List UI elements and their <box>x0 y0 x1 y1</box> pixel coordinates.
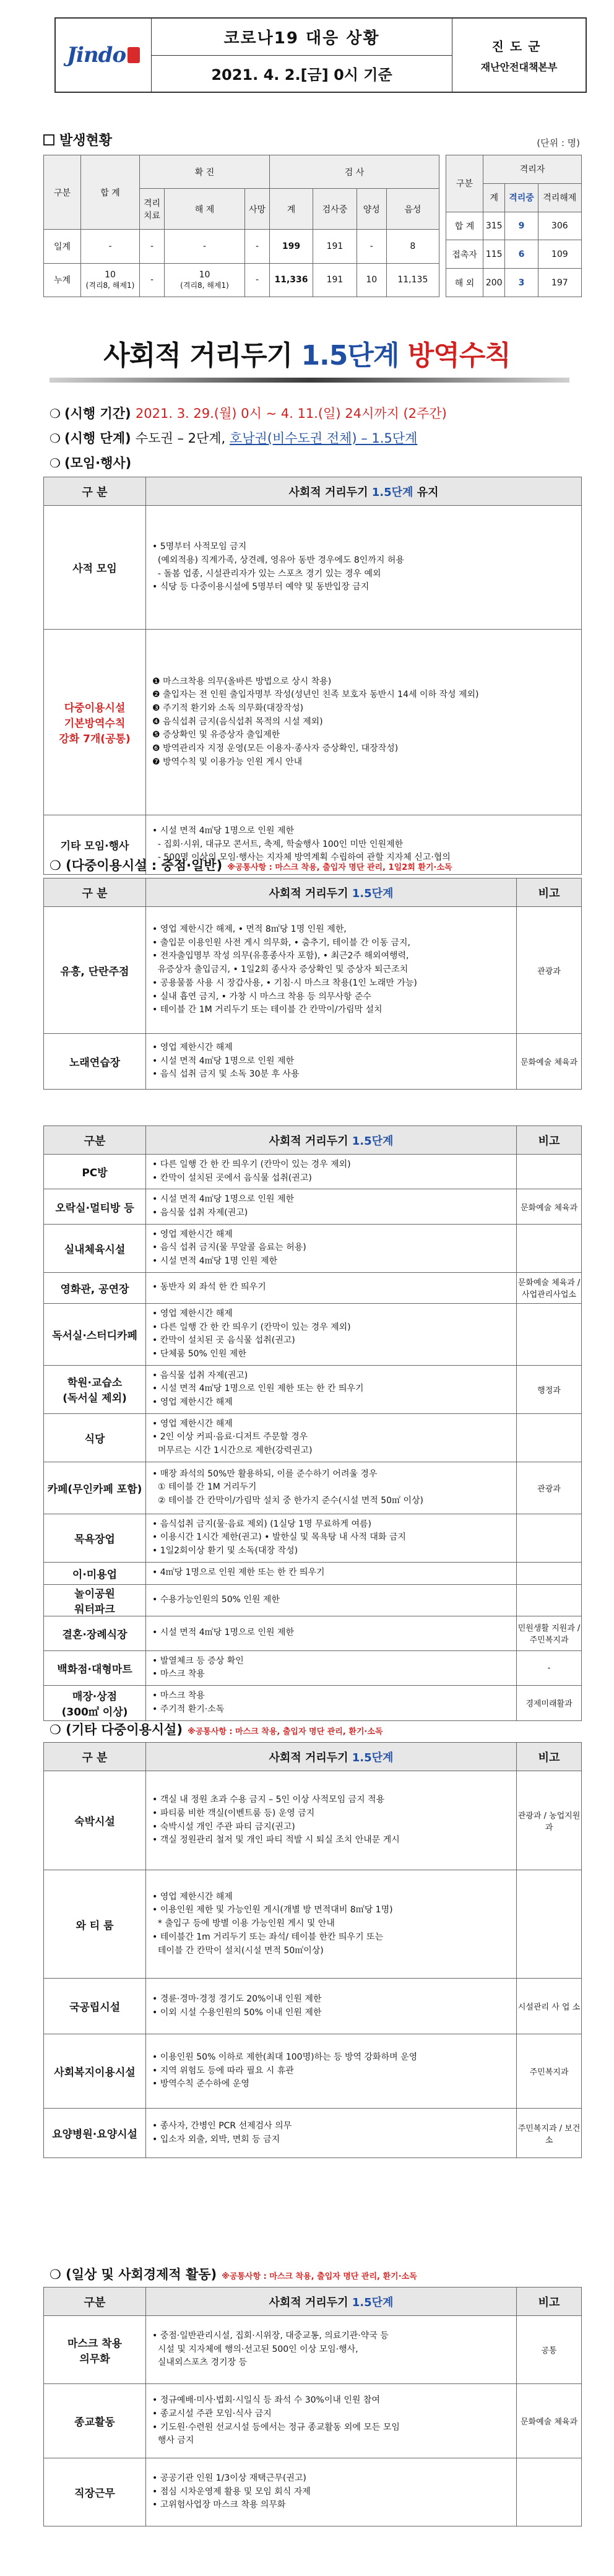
rule-line: • 동반자 외 좌석 한 칸 띄우기 <box>152 1282 266 1293</box>
rule-content <box>146 1272 517 1303</box>
rule-row <box>44 907 582 1034</box>
rule-label: 놀이공원 워터파크 <box>44 1584 146 1616</box>
rule-label: 카페(무인카페 포함) <box>44 1462 146 1514</box>
rule-content <box>146 2316 517 2384</box>
rule-line: ❹ 음식섭취 금지(음식섭취 목적의 시설 제외) <box>152 716 323 727</box>
rule-row <box>44 1303 582 1365</box>
rule-line: (예외적용) 직계가족, 상견례, 영유아 동반 경우에도 8인까지 허용 <box>152 555 404 565</box>
rule-label-text: 다중이용시설 기본방역수칙 강화 7개(공통) <box>59 702 131 745</box>
rule-line: • 입소자 외출, 외박, 면회 등 금지 <box>152 2134 280 2144</box>
rule-remark <box>517 1584 582 1616</box>
rule-label: 노래연습장 <box>44 1034 146 1090</box>
rule-line: ❻ 방역관리자 지정 운영(모든 이용자·종사자 증상확인, 대장작성) <box>152 744 399 754</box>
rule-label: 숙박시설 <box>44 1771 146 1870</box>
rule-content <box>146 2458 517 2526</box>
rule-line: • 실내 흡연 금지, • 가창 시 마스크 착용 등 의무사항 준수 <box>152 991 371 1002</box>
rule-label: 백화점·대형마트 <box>44 1650 146 1685</box>
report-title: 코로나19 대응 상황 <box>152 19 452 56</box>
rule-row <box>44 1771 582 1870</box>
rule-content <box>146 1413 517 1462</box>
rule-remark <box>517 1514 582 1562</box>
rule-content <box>146 1870 517 1979</box>
rule-row <box>44 2316 582 2384</box>
rule-remark: 민원생활 지원과 / 주민복지과 <box>517 1616 582 1650</box>
rule-line: • 숙박시설 개인 주관 파티 금지(권고) <box>152 1821 295 1832</box>
rule-line: • 정규예배·미사·법회·시일식 등 좌석 수 30%이내 인원 참여 <box>152 2395 380 2406</box>
rule-line: • 영업 제한시간 해제 <box>152 1397 233 1407</box>
rule-line: • 다른 일행 간 한 칸 띄우기 (칸막이 있는 경우 제외) <box>152 1322 351 1332</box>
t4-title: ❍ (기타 다중이용시설) ※공통사항 : 마스크 착용, 출입자 명단 관리, 환기·소독 <box>50 1722 383 1737</box>
rule-label: 이·미용업 <box>44 1562 146 1584</box>
rule-line: • 영업 제한시간 해제 <box>152 1042 233 1052</box>
rule-line: • 수용가능인원의 50% 인원 제한 <box>152 1594 280 1605</box>
status-row-daily: 일계 - - - - 199 191 - 8 <box>44 230 439 263</box>
rule-remark: 공통 <box>517 2316 582 2384</box>
rule-content <box>146 1650 517 1685</box>
rule-remark: 주민복지과 / 보건소 <box>517 2109 582 2158</box>
rule-row <box>44 1034 582 1090</box>
rule-line: ❼ 방역수칙 및 이용가능 인원 게시 안내 <box>152 757 303 767</box>
rule-line: • 방역수칙 준수하에 운영 <box>152 2079 249 2089</box>
rule-content <box>146 1303 517 1365</box>
rule-content <box>146 1771 517 1870</box>
rule-content <box>146 1189 517 1224</box>
rule-content <box>146 1224 517 1272</box>
rule-line: • 식당 등 다중이용시설에 5명부터 예약 및 동반입장 금지 <box>152 582 370 592</box>
rule-line: • 출입문 이용인원 사전 게시 의무화, • 춤추기, 테이블 간 이동 금지, <box>152 937 410 948</box>
rule-line: • 공용물품 사용 시 장갑사용, • 기침·시 마스크 착용(1인 노래만 가능) <box>152 978 417 988</box>
rule-line: • 시설 면적 4㎡당 1명으로 인원 제한 또는 한 칸 띄우기 <box>152 1384 364 1394</box>
rule-remark: - <box>517 1650 582 1685</box>
rule-label: 사회복지이용시설 <box>44 2034 146 2109</box>
rule-line: • 객실 내 정원 초과 수용 금지 – 5인 이상 사적모임 금지 적용 <box>152 1795 385 1805</box>
rule-remark <box>517 1870 582 1979</box>
rule-row <box>44 2384 582 2458</box>
rule-line: • 마스크 착용 <box>152 1691 205 1701</box>
rule-label: 식당 <box>44 1413 146 1462</box>
rule-row <box>44 1686 582 1720</box>
rule-label: 사적 모임 <box>44 506 146 630</box>
rule-row <box>44 1413 582 1462</box>
rule-line: - 집회·시위, 대규모 콘서트, 축제, 학술행사 100인 미만 인원제한 <box>152 839 404 849</box>
rule-row <box>44 1616 582 1650</box>
facility-table-b: 구분 사회적 거리두기 1.5단계 비고 PC방 • 다른 일행 간 한 칸 띄우기 (칸막이 있는 경우 제외) • 칸막이 설치된 곳에서 음식물 섭취(권고) 오락실·멀티방 등 • 시설 면적 4㎡당 1명으로 인원 제한 • 음식물 섭취 자제(권고) 문화예술 체육과 실내체육시설 • 영업 제한시간 해제 • 음식 섭취 금지(물 무알콜 음료는 허용) • 시설 면적 4㎡당 1명 인원 제한 영화관, 공연장 • 동반자 외 좌석 한 칸 띄우기 문화예술 체육과 / 사업관리사업소 독서실·스터디카페 • 영업 제한시간 해제 • 다른 일행 간 한 칸 띄우기 (칸막이 있는 경우 제외) • 칸막이 설치된 곳 음식물 섭취(권고) • 단체룸 50% 인원 제한 학원·교습소 (독서실 제외) • 음식물 섭취 자제(권고) • 시설 면적 4㎡당 1명으로 인원 제한 또는 한 칸 띄우기 • 영업 제한시간 해제 행정과 식당 • 영업 제한시간 해제 • 2인 이상 커피·음료·디저트 주문할 경우 머무르는 시간 1시간으로 제한(강력권고) 카페(무인카페 포함) • 매장 좌석의 50%만 활용하되, 이를 준수하기 어려울 경우 ① 테이블 간 1M 거리두기 ② 테이블 간 칸막이/가림막 설치 중 한가지 준수(시설 면적 50㎡ 이상) 관광과 목욕장업 • 음식섭취 금지(물·음료 제외) (1실당 1명 무료하게 여름) • 이용시간 1시간 제한(권고) • 발한실 및 목욕탕 내 사적 대화 금지 • 1일2회이상 환기 및 소독(대장 작성) 이·미용업 • 4㎡당 1명으로 인원 제한 또는 한 칸 띄우기 놀이공원 워터파크 • 수용가능인원의 50% 인원 제한 결혼·장례식장 • 시설 면적 4㎡당 1명으로 인원 제한 민원생활 지원과 / 주민복지과 백화점·대형마트 • 발열체크 등 증상 확인 • 마스크 착용 - 매장·상점 (300㎡ 이상) • 마스크 착용 • 주기적 환기·소독 경제미래활과 <box>43 1125 582 1721</box>
period-line: ❍ (시행 기간) 2021. 3. 29.(월) 0시 ~ 4. 11.(일) 24시까지 (2주간) <box>50 406 447 421</box>
rule-line: • 지역 위험도 등에 따라 필요 시 휴관 <box>152 2065 294 2076</box>
rule-content <box>146 1584 517 1616</box>
rule-content <box>146 1562 517 1584</box>
rule-line: • 주기적 환기·소독 <box>152 1704 225 1714</box>
rule-content <box>146 630 582 815</box>
rule-line: • 5명부터 사적모임 금지 <box>152 542 247 552</box>
rule-content <box>146 1686 517 1720</box>
isolation-table: 구분 격리자 계 격리중 격리해제 합 계 315 9 306 접촉자 115 6 109 해 외 200 3 197 <box>446 155 582 297</box>
rule-row <box>44 1870 582 1979</box>
rule-line: • 시설 면적 4㎡당 1명으로 인원 제한 <box>152 1194 295 1205</box>
rule-line: 실내외스포츠 경기장 등 <box>152 2357 248 2368</box>
rule-label: PC방 <box>44 1155 146 1189</box>
rule-content <box>146 1514 517 1562</box>
rule-label <box>44 630 146 815</box>
rule-label: 독서실·스터디카페 <box>44 1303 146 1365</box>
rule-line: - 돌봄 업종, 시설관리자가 있는 스포츠 경기 있는 경우 예외 <box>152 568 381 579</box>
rule-remark: 문화예술 체육과 / 사업관리사업소 <box>517 1272 582 1303</box>
rule-line: ① 테이블 간 1M 거리두기 <box>152 1482 257 1493</box>
rule-content <box>146 506 582 630</box>
rule-line: - 500명 이상의 모임·행사는 지자체 방역계획 수립하여 관할 지자체 신고·협의 <box>152 852 451 863</box>
rule-remark: 문화예술 체육과 <box>517 1034 582 1090</box>
rule-line: ② 테이블 간 칸막이/가림막 설치 중 한가지 준수(시설 면적 50㎡ 이상) <box>152 1496 423 1506</box>
gather-line: ❍ (모임·행사) <box>50 456 132 471</box>
rule-line: • 발열체크 등 증상 확인 <box>152 1655 244 1666</box>
rule-row <box>44 1562 582 1584</box>
rule-content <box>146 2109 517 2158</box>
rule-remark: 시설관리 사 업 소 <box>517 1979 582 2034</box>
rule-row <box>44 2034 582 2109</box>
status-unit: (단위 : 명) <box>537 137 580 149</box>
rule-line: • 음식 섭취 금지(물 무알콜 음료는 허용) <box>152 1242 306 1253</box>
rule-line: • 테이블간 1m 거리두기 또는 좌석/ 테이블 한칸 띄우기 또는 <box>152 1932 384 1942</box>
rule-line: • 4㎡당 1명으로 인원 제한 또는 한 칸 띄우기 <box>152 1568 325 1578</box>
rule-label: 종교활동 <box>44 2384 146 2458</box>
other-facility-table: 구 분 사회적 거리두기 1.5단계 비고 숙박시설 • 객실 내 정원 초과 수용 금지 – 5인 이상 사적모임 금지 적용 • 파티룸 비한 객실(이벤트룸 등) 운영 금지 • 숙박시설 개인 주관 파티 금지(권고) • 객실 정원관리 철저 및 개인 파티 적발 시 퇴실 조치 안내문 게시 관광과 / 농업지원과 와 티 룸 • 영업 제한시간 해제 • 이용인원 제한 및 가능인원 게시(개별 방 면적대비 8㎡당 1명) * 출입구 등에 방별 이용 가능인원 게시 및 안내 • 테이블간 1m 거리두기 또는 좌석/ 테이블 한칸 띄우기 또는 테이블 간 칸막이 설치(시설 면적 50㎡이상) 국공립시설 • 경륜·경마·경정 경기도 20%이내 인원 제한 • 이외 시설 수용인원의 50% 이내 인원 제한 시설관리 사 업 소 사회복지이용시설 • 이용인원 50% 이하로 제한(최대 100명)하는 등 방역 강화하며 운영 • 지역 위험도 등에 따라 필요 시 휴관 • 방역수칙 준수하에 운영 주민복지과 요양병원·요양시설 • 종사자, 간병인 PCR 선제검사 의무 • 입소자 외출, 외박, 면회 등 금지 주민복지과 / 보건소 <box>43 1742 582 2158</box>
rule-line: • 파티룸 비한 객실(이벤트룸 등) 운영 금지 <box>152 1808 315 1818</box>
rule-remark: 관광과 / 농업지원과 <box>517 1771 582 1870</box>
rule-line: • 이용인원 50% 이하로 제한(최대 100명)하는 등 방역 강화하며 운영 <box>152 2052 418 2062</box>
rule-label: 학원·교습소 (독서실 제외) <box>44 1365 146 1413</box>
rule-label: 기타 모임·행사 <box>44 815 146 875</box>
rule-content <box>146 1034 517 1090</box>
rule-line: ❷ 출입자는 전 인원 출입자명부 작성(성년인 친족 보호자 동반시 14세 이하 작성 제외) <box>152 690 479 700</box>
rule-content <box>146 1979 517 2034</box>
rule-line: • 기도원·수련원 선교시설 등에서는 정규 종교활동 외에 모든 모임 <box>152 2422 400 2432</box>
rule-line: • 점심 시차운영제 활용 및 모임 회식 자제 <box>152 2486 311 2497</box>
rule-remark: 주민복지과 <box>517 2034 582 2109</box>
rule-line: ❺ 증상확인 및 유증상자 출입제한 <box>152 730 280 740</box>
daily-activity-table: 구분 사회적 거리두기 1.5단계 비고 마스크 착용 의무화 • 중점·일반관리시설, 집회·시위장, 대중교통, 의료기관·약국 등 시설 및 지자체에 행의·선고된 500인 이상 모임·행사, 실내외스포츠 경기장 등 공통 종교활동 • 정규예배·미사·법회·시일식 등 좌석 수 30%이내 인원 참여 • 종교시설 주관 모임·식사 금지 • 기도원·수련원 선교시설 등에서는 정규 종교활동 외에 모든 모임 행사 금지 문화예술 체육과 직장근무 • 공공기관 인원 1/3이상 재택근무(권고) • 점심 시차운영제 활용 및 모임 회식 자제 • 고위험사업장 마스크 착용 의무화 <box>43 2287 582 2526</box>
rule-line: • 시설 면적 4㎡당 1명으로 인원 제한 <box>152 1056 295 1066</box>
rule-row <box>44 630 582 815</box>
rule-line: • 이외 시설 수용인원의 50% 이내 인원 제한 <box>152 2007 322 2018</box>
rule-line: • 매장 좌석의 50%만 활용하되, 이를 준수하기 어려울 경우 <box>152 1468 378 1479</box>
rule-line: • 음식섭취 금지(물·음료 제외) (1실당 1명 무료하게 여름) <box>152 1519 372 1529</box>
rule-line: • 전자출입명부 작성 의무(유흥종사자 포함), • 최근2주 해외여행력, <box>152 951 409 961</box>
status-section-title: 발생현황 <box>43 130 112 149</box>
rule-line: • 영업 제한시간 해제, • 면적 8㎡당 1명 인원 제한, <box>152 924 347 935</box>
rule-remark: 행정과 <box>517 1365 582 1413</box>
rule-row <box>44 1462 582 1514</box>
rule-row <box>44 1272 582 1303</box>
rule-line: • 영업 제한시간 해제 <box>152 1308 233 1319</box>
report-date: 2021. 4. 2.[금] 0시 기준 <box>211 66 392 84</box>
rule-row <box>44 506 582 630</box>
facility-table-a: 구 분 사회적 거리두기 1.5단계 비고 유흥, 단란주점 • 영업 제한시간 해제, • 면적 8㎡당 1명 인원 제한, • 출입문 이용인원 사전 게시 의무화, • 춤추기, 테이블 간 이동 금지, • 전자출입명부 작성 의무(유흥종사자 포함), • 최근2주 해외여행력, 유증상자 출입금지, • 1일2회 종사자 증상확인 및 증상자 퇴근조치 • 공용물품 사용 시 장갑사용, • 기침·시 마스크 착용(1인 노래만 가능) • 실내 흡연 금지, • 가창 시 마스크 착용 등 의무사항 준수 • 테이블 간 1M 거리두기 또는 테이블 간 칸막이/가림막 설치 관광과 노래연습장 • 영업 제한시간 해제 • 시설 면적 4㎡당 1명으로 인원 제한 • 음식 섭취 금지 및 소독 30분 후 사용 문화예술 체육과 <box>43 878 582 1090</box>
rule-row <box>44 2458 582 2526</box>
banner-divider <box>50 378 569 383</box>
rule-line: • 중점·일반관리시설, 집회·시위장, 대중교통, 의료기관·약국 등 <box>152 2330 389 2341</box>
rule-remark: 문화예술 체육과 <box>517 2384 582 2458</box>
rule-content <box>146 907 517 1034</box>
rule-line: • 시설 면적 4㎡당 1명 인원 제한 <box>152 1256 278 1267</box>
rule-line: • 시설 면적 4㎡당 1명으로 인원 제한 <box>152 1628 295 1638</box>
rule-line: 머무르는 시간 1시간으로 제한(강력권고) <box>152 1446 313 1455</box>
rule-label: 요양병원·요양시설 <box>44 2109 146 2158</box>
rule-line: • 영업 제한시간 해제 <box>152 1229 233 1239</box>
rule-line: • 영업 제한시간 해제 <box>152 1418 233 1429</box>
rule-row <box>44 1514 582 1562</box>
rule-line: 유증상자 출입금지, • 1일2회 종사자 증상확인 및 증상자 퇴근조치 <box>152 965 409 975</box>
rule-remark <box>517 1562 582 1584</box>
rule-line: 시설 및 지자체에 행의·선고된 500인 이상 모임·행사, <box>152 2344 358 2354</box>
rule-content <box>146 1365 517 1413</box>
rule-label: 오락실·멀티방 등 <box>44 1189 146 1224</box>
rule-line: • 칸막이 설치된 곳에서 음식물 섭취(권고) <box>152 1173 312 1183</box>
rule-line: • 음식물 섭취 자제(권고) <box>152 1208 248 1218</box>
gathering-table: 구 분 사회적 거리두기 1.5단계 유지 사적 모임 • 5명부터 사적모임 금지 (예외적용) 직계가족, 상견례, 영유아 동반 경우에도 8인까지 허용 - 돌봄 업종, 시설관리자가 있는 스포츠 경기 있는 경우 예외 • 식당 등 다중이용시설에 5명부터 예약 및 동반입장 금지 다중이용시설 기본방역수칙 강화 7개(공통) ❶ 마스크착용 의무(올바른 방법으로 상시 착용) ❷ 출입자는 전 인원 출입자명부 작성(성년인 친족 보호자 동반시 14세 이하 작성 제외) ❸ 주기적 환기와 소독 의무화(대장작성) ❹ 음식섭취 금지(음식섭취 목적의 시설 제외) ❺ 증상확인 및 유증상자 출입제한 ❻ 방역관리자 지정 운영(모든 이용자·종사자 증상확인, 대장작성) ❼ 방역수칙 및 이용가능 인원 게시 안내 기타 모임·행사 • 시설 면적 4㎡당 1명으로 인원 제한 - 집회·시위, 대규모 콘서트, 축제, 학술행사 100인 미만 인원제한 - 500명 이상의 모임·행사는 지자체 방역계획 수립하여 관할 지자체 신고·협의 <box>43 477 582 875</box>
rule-line: • 음식 섭취 금지 및 소독 30분 후 사용 <box>152 1069 300 1080</box>
report-header <box>54 17 587 93</box>
rule-remark <box>517 1224 582 1272</box>
rule-line: • 종교시설 주관 모임·식사 금지 <box>152 2408 272 2419</box>
rule-line: • 영업 제한시간 해제 <box>152 1891 233 1902</box>
rule-row <box>44 1650 582 1685</box>
rule-content <box>146 1155 517 1189</box>
rule-remark: 관광과 <box>517 907 582 1034</box>
rule-line: • 테이블 간 1M 거리두기 또는 테이블 간 칸막이/가림막 설치 <box>152 1005 383 1015</box>
rule-line: • 칸막이 설치된 곳 음식물 섭취(권고) <box>152 1335 295 1346</box>
rule-line: • 객실 정원관리 철저 및 개인 파티 적발 시 퇴실 조치 안내문 게시 <box>152 1835 400 1845</box>
rule-label: 유흥, 단란주점 <box>44 907 146 1034</box>
rule-label: 영화관, 공연장 <box>44 1272 146 1303</box>
rule-line: • 종사자, 간병인 PCR 선제검사 의무 <box>152 2120 292 2131</box>
rule-line: * 출입구 등에 방별 이용 가능인원 게시 및 안내 <box>152 1919 335 1929</box>
square-bullet-icon <box>43 134 54 145</box>
rule-remark <box>517 1303 582 1365</box>
rule-remark: 관광과 <box>517 1462 582 1514</box>
rule-line: • 1일2회이상 환기 및 소독(대장 작성) <box>152 1546 298 1556</box>
org-name: 진도군 <box>491 39 547 54</box>
t2-title: ❍ (다중이용시설 : 중점·일반) ※공통사항 : 마스크 착용, 출입자 명단 관리, 1일2회 환기·소독 <box>50 858 452 873</box>
rule-label: 실내체육시설 <box>44 1224 146 1272</box>
banner-title: 사회적 거리두기 1.5단계 방역수칙 <box>103 340 511 371</box>
rule-line: • 다른 일행 간 한 칸 띄우기 (칸막이 있는 경우 제외) <box>152 1160 351 1169</box>
rule-row <box>44 2109 582 2158</box>
rule-label: 마스크 착용 의무화 <box>44 2316 146 2384</box>
rule-row <box>44 1189 582 1224</box>
rule-line: • 2인 이상 커피·음료·디저트 주문할 경우 <box>152 1432 308 1442</box>
org-dept: 재난안전대책본부 <box>480 61 558 73</box>
rule-remark <box>517 2458 582 2526</box>
rule-label: 와 티 룸 <box>44 1870 146 1979</box>
rule-row <box>44 1155 582 1189</box>
rule-content <box>146 1616 517 1650</box>
rule-line: 행사 금지 <box>152 2435 194 2446</box>
rule-line: • 경륜·경마·경정 경기도 20%이내 인원 제한 <box>152 1993 322 2004</box>
rule-line: • 이용인원 제한 및 가능인원 게시(개별 방 면적대비 8㎡당 1명) <box>152 1905 393 1915</box>
rule-line: • 고위험사업장 마스크 착용 의무화 <box>152 2500 286 2510</box>
rule-label: 직장근무 <box>44 2458 146 2526</box>
rule-line: • 음식물 섭취 자제(권고) <box>152 1370 248 1381</box>
rule-line: • 단체룸 50% 인원 제한 <box>152 1348 246 1359</box>
jindo-logo: Jindo <box>56 19 152 92</box>
rule-content <box>146 1462 517 1514</box>
rule-line: ❸ 주기적 환기와 소독 의무화(대장작성) <box>152 703 304 713</box>
logo-mark-icon <box>128 47 140 63</box>
status-tables <box>43 155 582 297</box>
rule-line: 테이블 간 칸막이 설치(시설 면적 50㎡이상) <box>152 1945 324 1956</box>
rule-content <box>146 2384 517 2458</box>
rule-row <box>44 1584 582 1616</box>
rule-remark <box>517 1413 582 1462</box>
rule-label: 국공립시설 <box>44 1979 146 2034</box>
rule-line: • 이용시간 1시간 제한(권고) • 발한실 및 목욕탕 내 사적 대화 금지 <box>152 1532 406 1543</box>
status-table: 구분 합 계 확 진 검 사 격리 치료 해 제 사망 계 검사중 양성 음성 일계 - - - - 199 191 - 8 누계 10 (격리8, 해제1) - 10 (격리8, 해제1) - 11,336 191 10 11,135 <box>43 155 439 297</box>
rule-label: 매장·상점 (300㎡ 이상) <box>44 1686 146 1720</box>
rule-line: • 시설 면적 4㎡당 1명으로 인원 제한 <box>152 825 295 836</box>
t5-title: ❍ (일상 및 사회경제적 활동) ※공통사항 : 마스크 착용, 출입자 명단 관리, 환기·소독 <box>50 2267 417 2282</box>
rule-label: 목욕장업 <box>44 1514 146 1562</box>
rule-remark <box>517 1155 582 1189</box>
stage-line: ❍ (시행 단계) 수도권 – 2단계, 호남권(비수도권 전체) – 1.5단계 <box>50 431 418 446</box>
rule-line: • 마스크 착용 <box>152 1669 205 1680</box>
rule-row <box>44 1365 582 1413</box>
rule-line: • 공공기관 인원 1/3이상 재택근무(권고) <box>152 2473 306 2483</box>
rule-remark: 문화예술 체육과 <box>517 1189 582 1224</box>
rule-label: 결혼·장례식장 <box>44 1616 146 1650</box>
status-row-cumulative: 누계 10 (격리8, 해제1) - 10 (격리8, 해제1) - 11,336 191 10 11,135 <box>44 263 439 297</box>
rule-remark: 경제미래활과 <box>517 1686 582 1720</box>
rule-content <box>146 2034 517 2109</box>
rule-row <box>44 1979 582 2034</box>
rule-row <box>44 1224 582 1272</box>
rule-line: ❶ 마스크착용 의무(올바른 방법으로 상시 착용) <box>152 676 332 687</box>
